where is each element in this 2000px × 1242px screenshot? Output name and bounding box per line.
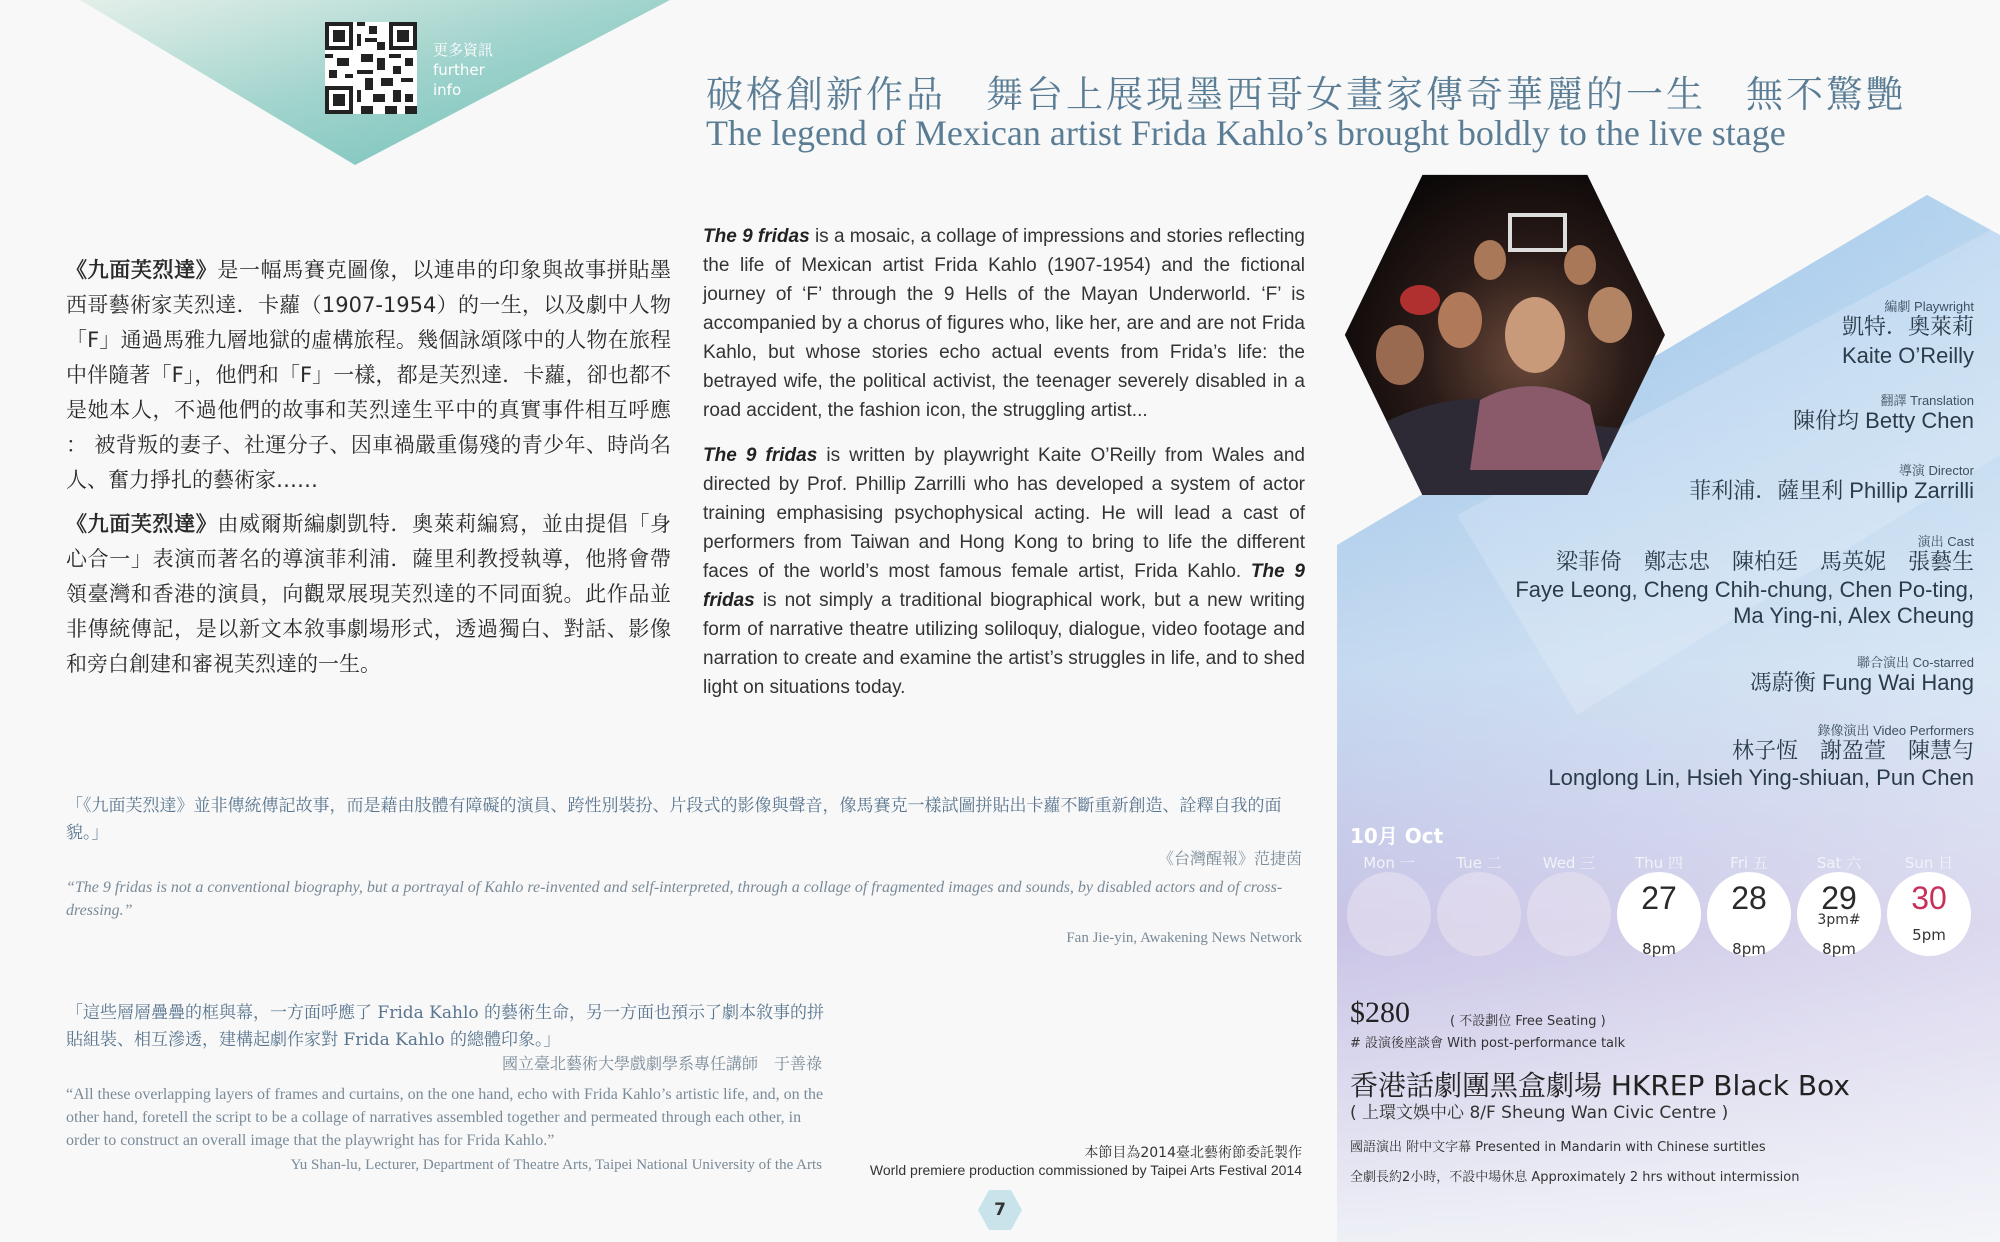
day-number-sun: 30 [1911, 880, 1947, 916]
video-performers-label: 錄像演出 Video Performers [1817, 723, 1974, 738]
qr-code[interactable] [325, 22, 417, 114]
en-para2-text-a: is written by playwright Kaite O’Reilly from Wales and directed by Prof. Phillip Zarrilli who has developed a system of actor training emphasising psychophysical acting. He will lead a cast of performers from Taiwan and Hong Kong to bring to life the different faces of the world’s most famous female artist, Frida Kahlo. [703, 445, 1305, 582]
calendar-month: 10月 Oct [1350, 824, 1444, 848]
day-name-sun: Sun 日 [1904, 854, 1954, 872]
quote-2-zh: 「這些層層疊疊的框與幕，一方面呼應了 Frida Kahlo 的藝術生命，另一方面也預示了劇本敘事的拼貼組裝、相互滲透，建構起劇作家對 Frida Kahlo 的總體印象。」 [66, 1003, 825, 1050]
day-time-sun: 5pm [1912, 926, 1946, 944]
page-number: 7 [994, 1200, 1006, 1220]
en-paragraph-2 [703, 441, 1305, 702]
zh-para2-text: 由威爾斯編劇凱特．奧萊莉編寫，並由提倡「身心合一」表演而著名的導演菲利浦．薩里利教授執導，他將會帶領臺灣和香港的演員，向觀眾展現芙烈達的不同面貌。此作品並非傳統傳記，是以新文本敘事劇場形式，透過獨白、對話、影像和旁白創建和審視芙烈達的一生。 [66, 512, 672, 676]
calendar-day-tue [1437, 872, 1521, 956]
costar-label: 聯合演出 Co-starred [1856, 655, 1974, 670]
costar-name: 馮蔚衡 Fung Wai Hang [1749, 670, 1974, 695]
zh-paragraph-1 [66, 253, 671, 498]
director-name: 菲利浦．薩里利 Phillip Zarrilli [1689, 478, 1974, 503]
director-label: 導演 Director [1898, 463, 1974, 478]
quote-1-en: “The 9 fridas is not a conventional biography, but a portrayal of Kahlo re-invented and self-interpreted, through a collage of fragmented images and sounds, by disabled actors and of cross-dressing.” [66, 879, 1283, 919]
en-para1-text: is a mosaic, a collage of impressions and stories reflecting the life of Mexican artist Frida Kahlo (1907-1954) and the fictional journey of ‘F’ through the 9 Hells of the Mayan Underworld. ‘F’ is accompanied by a chorus of figures who, like her, are and are not Frida Kahlo, but whose stories echo actual events from Frida’s life: the betrayed wife, the political activist, the teenager severely disabled in a road accident, the fashion icon, the struggling artist... [703, 226, 1305, 421]
quote-1-source-en: Fan Jie-yin, Awakening News Network [1066, 930, 1302, 946]
playwright-name-en: Kaite O’Reilly [1841, 343, 1974, 368]
day-time-fri: 8pm [1732, 940, 1766, 958]
price-note: ( 不設劃位 Free Seating ) [1450, 1014, 1606, 1029]
video-performers-en: Longlong Lin, Hsieh Ying-shiuan, Pun Chen [1548, 765, 1974, 790]
page-title-zh: 破格創新作品 舞台上展現墨西哥女畫家傳奇華麗的一生 無不驚艷 [706, 73, 1906, 116]
cast-names-en-2: Ma Ying-ni, Alex Cheung [1733, 603, 1974, 628]
venue-name: 香港話劇團黑盒劇場 HKREP Black Box [1350, 1069, 1850, 1102]
zh-para2-title: 《九面芙烈達》 [66, 512, 218, 536]
ticket-price: $280 [1350, 996, 1410, 1029]
day-name-thu: Thu 四 [1635, 854, 1683, 872]
zh-paragraph-2 [66, 507, 671, 682]
commission-note-zh: 本節目為2014臺北藝術節委託製作 [1084, 1145, 1302, 1161]
day-time-sat: 8pm [1822, 940, 1856, 958]
page-title-en: The legend of Mexican artist Frida Kahlo’s brought boldly to the live stage [706, 113, 1786, 153]
day-number-sat: 29 [1821, 880, 1857, 916]
venue-address: ( 上環文娛中心 8/F Sheung Wan Civic Centre ) [1350, 1103, 1729, 1123]
en-para2-text-b: is not simply a traditional biographical work, but a new writing form of narrative theatre utilizing soliloquy, dialogue, video footage and narration to create and examine the artist’s struggles in life, and to shed light on situations today. [703, 590, 1305, 698]
quote-2-en: “All these overlapping layers of frames and curtains, on the one hand, echo with Frida Kahlo’s artistic life, and, on the other hand, foretell the script to be a collage of narratives assembled together and permeated through each other, in order to construct an overall image that the playwright has for Frida Kahlo.” [66, 1086, 824, 1149]
en-para2-title: The 9 fridas [703, 445, 818, 466]
cast-names-en-1: Faye Leong, Cheng Chih-chung, Chen Po-ting, [1515, 577, 1974, 602]
playwright-name-zh: 凱特．奧萊莉 [1841, 314, 1974, 339]
day-name-tue: Tue 二 [1456, 854, 1502, 872]
quote-2-source-zh: 國立臺北藝術大學戲劇學系專任講師 于善祿 [501, 1054, 822, 1073]
day-name-fri: Fri 五 [1730, 854, 1768, 872]
playwright-label: 編劇 Playwright [1884, 299, 1974, 314]
calendar-day-mon [1347, 872, 1431, 956]
commission-note-en: World premiere production commissioned by Taipei Arts Festival 2014 [869, 1162, 1302, 1178]
quote-1-zh: 「《九面芙烈達》並非傳統傳記故事，而是藉由肢體有障礙的演員、跨性別裝扮、片段式的影像與聲音，像馬賽克一樣試圖拼貼出卡蘿不斷重新創造、詮釋自我的面貌。」 [66, 796, 1282, 843]
video-performers-zh: 林子恆 謝盈萱 陳慧勻 [1731, 738, 1974, 763]
cast-names-zh: 梁菲倚 鄭志忠 陳柏廷 馬英妮 張藝生 [1555, 549, 1974, 574]
post-talk-note: # 設演後座談會 With post-performance talk [1350, 1036, 1626, 1051]
language-note: 國語演出 附中文字幕 Presented in Mandarin with Chinese surtitles [1350, 1140, 1766, 1155]
day-name-sat: Sat 六 [1816, 854, 1862, 872]
duration-note: 全劇長約2小時，不設中場休息 Approximately 2 hrs without intermission [1350, 1170, 1800, 1185]
calendar-day-wed [1527, 872, 1611, 956]
translation-label: 翻譯 Translation [1880, 393, 1974, 408]
day-number-thu: 27 [1641, 880, 1677, 916]
day-time-thu: 8pm [1642, 940, 1676, 958]
quote-1-source-zh: 《台灣醒報》范捷茵 [1157, 849, 1302, 868]
day-name-mon: Mon 一 [1363, 854, 1415, 872]
day-extra-time-sat: 3pm# [1817, 912, 1861, 928]
day-number-fri: 28 [1731, 880, 1767, 916]
performance-photo [1340, 170, 1680, 510]
zh-para1-text: 是一幅馬賽克圖像，以連串的印象與故事拼貼墨西哥藝術家芙烈達．卡蘿（1907-1954）的一生，以及劇中人物「F」通過馬雅九層地獄的虛構旅程。幾個詠頌隊中的人物在旅程中伴隨著「F」，他們和「F」一樣，都是芙烈達．卡蘿，卻也都不是她本人，不過他們的故事和芙烈達生平中的真實事件相互呼應 ： 被背叛的妻子、社運分子、因車禍嚴重傷殘的青少年、時尚名人、奮力掙扎的藝術家…… [66, 258, 672, 492]
translation-name: 陳佾均 Betty Chen [1793, 408, 1974, 433]
qr-info-label: 更多資訊 further info [433, 41, 494, 99]
en-paragraph-1 [703, 222, 1305, 425]
en-para1-title: The 9 fridas [703, 226, 810, 247]
en-para2-title-b: The 9 fridas [703, 561, 1305, 611]
quote-2-source-en: Yu Shan-lu, Lecturer, Department of Theatre Arts, Taipei National University of the Arts [290, 1157, 822, 1173]
cast-label: 演出 Cast [1917, 534, 1974, 549]
day-name-wed: Wed 三 [1542, 854, 1596, 872]
zh-para1-title: 《九面芙烈達》 [66, 258, 218, 282]
